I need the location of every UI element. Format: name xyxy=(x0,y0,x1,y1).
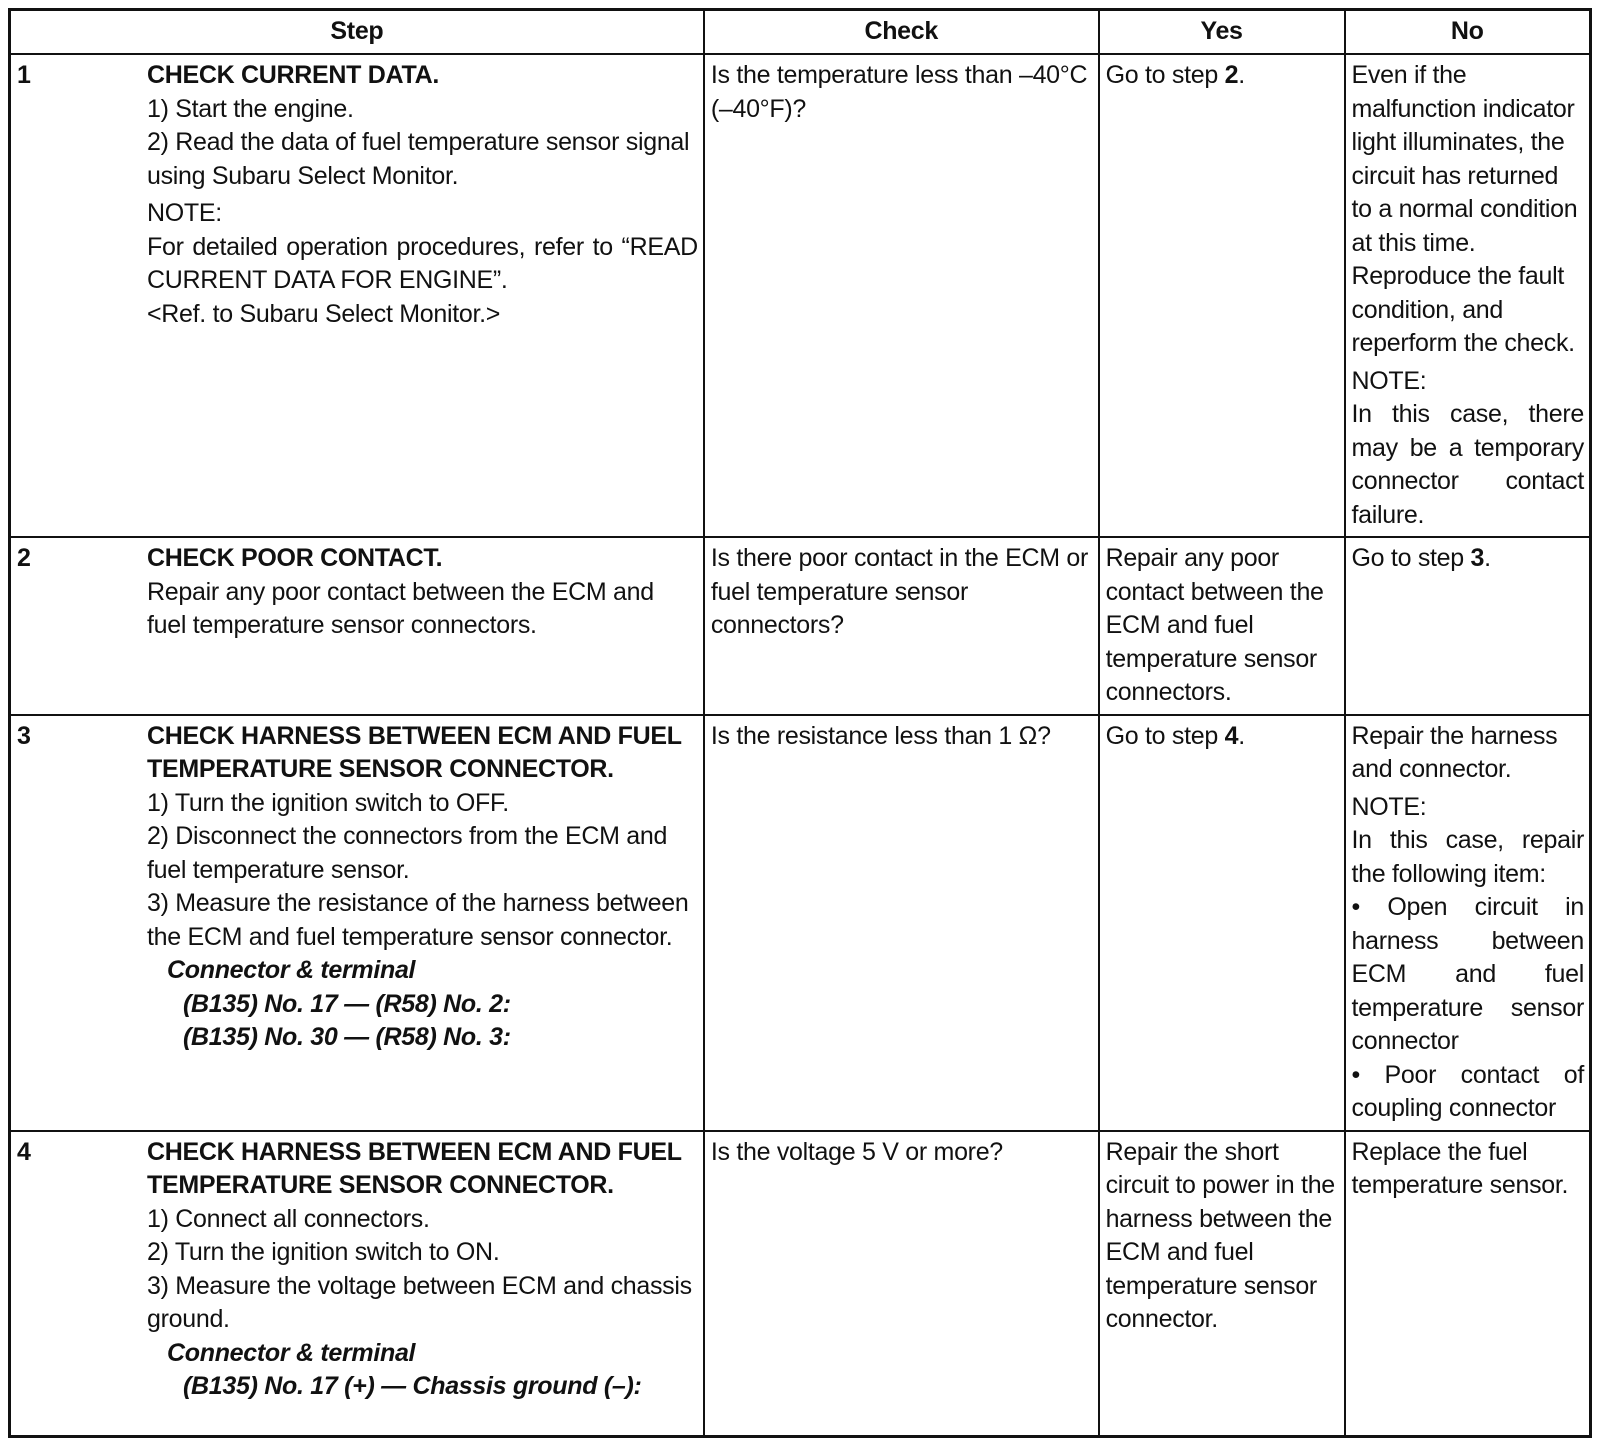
no-step-ref: 3 xyxy=(1470,544,1485,572)
step-number: 3 xyxy=(17,721,31,750)
table-row xyxy=(10,54,1591,537)
step-cell xyxy=(10,54,704,537)
no-text: Even if the malfunction indicator light illuminates, the circuit has returned to a normal condition at this time. Reproduce the fault condition, and reperform the check. xyxy=(1351,61,1578,357)
yes-text: Repair the short circuit to power in the harness between the ECM and fuel temperature sensor connector. xyxy=(1105,1137,1335,1333)
check-cell xyxy=(704,54,1099,537)
step-title: CHECK CURRENT DATA. xyxy=(147,61,439,89)
step-cell xyxy=(10,715,704,1131)
step-title: CHECK POOR CONTACT. xyxy=(147,544,443,572)
step-instruction: 3) Measure the voltage between ECM and chassis ground. xyxy=(147,1271,692,1333)
no-cell xyxy=(1345,715,1591,1131)
table-row xyxy=(10,537,1591,715)
step-cell xyxy=(10,1131,704,1437)
no-cell xyxy=(1345,537,1591,715)
yes-step-ref: 4 xyxy=(1224,721,1239,750)
check-cell xyxy=(704,715,1099,1131)
table-row xyxy=(10,715,1591,1131)
yes-prefix: Go to step xyxy=(1105,721,1225,750)
connector-terminal: (B135) No. 17 — (R58) No. 2: xyxy=(183,989,511,1018)
yes-prefix: Go to step xyxy=(1105,61,1225,89)
no-prefix: Go to step xyxy=(1351,544,1471,572)
check-question: Is the voltage 5 V or more? xyxy=(710,1137,1003,1166)
step-cell xyxy=(10,537,704,715)
step-instruction: Repair any poor contact between the ECM and fuel temperature sensor connectors. xyxy=(147,577,654,639)
step-instruction: 1) Start the engine. xyxy=(147,94,354,123)
connector-terminal: (B135) No. 30 — (R58) No. 3: xyxy=(183,1023,511,1051)
no-note-label: NOTE: xyxy=(1351,792,1427,821)
diagnostic-table xyxy=(8,8,1592,1438)
step-title: CHECK HARNESS BETWEEN ECM AND FUEL TEMPERATURE SENSOR CONNECTOR. xyxy=(147,1137,682,1199)
yes-text: Repair any poor contact between the ECM and fuel temperature sensor connectors. xyxy=(1105,544,1324,706)
check-cell xyxy=(704,537,1099,715)
no-text: Replace the fuel temperature sensor. xyxy=(1351,1137,1569,1199)
step-instruction: 3) Measure the resistance of the harness between the ECM and fuel temperature sensor connector. xyxy=(147,889,689,951)
connector-heading: Connector & terminal xyxy=(167,1338,416,1367)
yes-cell xyxy=(1099,54,1345,537)
check-question: Is the resistance less than 1 Ω? xyxy=(710,721,1051,750)
step-number: 4 xyxy=(17,1137,31,1166)
step-instruction: 2) Disconnect the connectors from the ECM and fuel temperature sensor. xyxy=(147,822,668,884)
step-number: 1 xyxy=(17,61,31,89)
step-instruction: 1) Connect all connectors. xyxy=(147,1204,430,1233)
no-bullet: • Open circuit in harness between ECM and fuel temperature sensor connector xyxy=(1351,893,1584,1055)
no-text: Repair the harness and connector. xyxy=(1351,721,1558,783)
table-row xyxy=(10,1131,1591,1437)
header-row xyxy=(10,10,1591,55)
no-cell xyxy=(1345,54,1591,537)
header-step: Step xyxy=(10,10,704,55)
yes-cell xyxy=(1099,537,1345,715)
note-text: <Ref. to Subaru Select Monitor.> xyxy=(147,299,501,328)
yes-cell xyxy=(1099,715,1345,1131)
step-title: CHECK HARNESS BETWEEN ECM AND FUEL TEMPERATURE SENSOR CONNECTOR. xyxy=(147,721,682,783)
no-note-text: In this case, repair the following item: xyxy=(1351,826,1584,888)
header-check: Check xyxy=(704,10,1099,55)
yes-suffix: . xyxy=(1238,721,1245,750)
check-question: Is there poor contact in the ECM or fuel temperature sensor connectors? xyxy=(710,544,1089,639)
yes-cell xyxy=(1099,1131,1345,1437)
yes-suffix: . xyxy=(1238,61,1245,89)
header-no: No xyxy=(1345,10,1591,55)
step-number: 2 xyxy=(17,544,31,572)
connector-heading: Connector & terminal xyxy=(167,956,416,984)
note-label: NOTE: xyxy=(147,199,222,227)
no-bullet: • Poor contact of coupling connector xyxy=(1351,1060,1584,1122)
no-cell xyxy=(1345,1131,1591,1437)
step-instruction: 1) Turn the ignition switch to OFF. xyxy=(147,788,509,817)
step-instruction: 2) Turn the ignition switch to ON. xyxy=(147,1238,500,1266)
note-text: For detailed operation procedures, refer to “READ CURRENT DATA FOR ENGINE”. xyxy=(147,232,698,294)
no-note-label: NOTE: xyxy=(1351,366,1427,395)
header-yes: Yes xyxy=(1099,10,1345,55)
no-note-text: In this case, there may be a temporary connector contact failure. xyxy=(1351,400,1584,529)
check-question: Is the temperature less than –40°C (–40°F)? xyxy=(710,61,1088,123)
yes-step-ref: 2 xyxy=(1224,61,1239,89)
check-cell xyxy=(704,1131,1099,1437)
step-instruction: 2) Read the data of fuel temperature sensor signal using Subaru Select Monitor. xyxy=(147,128,690,190)
no-suffix: . xyxy=(1484,544,1491,572)
connector-terminal: (B135) No. 17 (+) — Chassis ground (–): xyxy=(183,1372,642,1400)
